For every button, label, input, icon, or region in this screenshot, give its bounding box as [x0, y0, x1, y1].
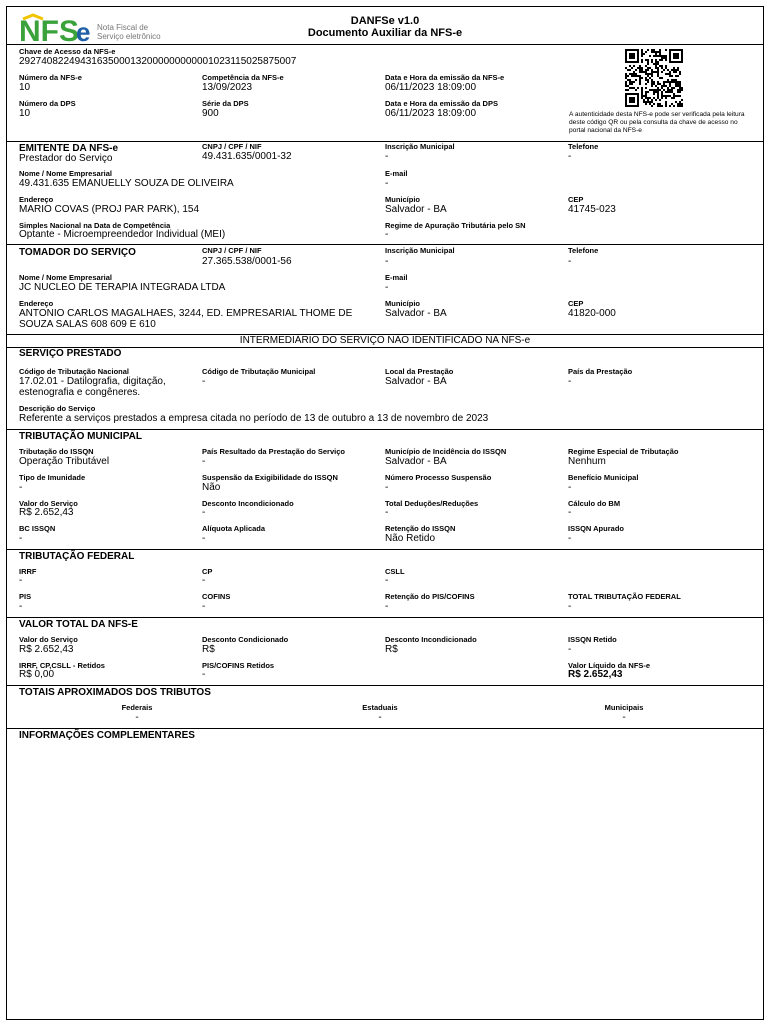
divider: [7, 685, 763, 686]
data-emissao-nfse-label: Data e Hora da emissão da NFS-e: [385, 73, 505, 82]
tomador-heading: TOMADOR DO SERVIÇO: [19, 247, 136, 258]
serie-dps-label: Série da DPS: [202, 99, 249, 108]
tomador-cnpj-label: CNPJ / CPF / NIF: [202, 246, 262, 255]
regime-esp-label: Regime Especial de Tributação: [568, 447, 679, 456]
aliq-value: -: [202, 533, 206, 544]
trib-fed-heading: TRIBUTAÇÃO FEDERAL: [19, 551, 135, 562]
ret-pis-value: -: [385, 601, 389, 612]
emitente-mun-label: Município: [385, 195, 420, 204]
tomador-cnpj-value: 27.365.538/0001-56: [202, 256, 292, 267]
pais-res-value: -: [202, 456, 206, 467]
tomador-cep-value: 41820-000: [568, 308, 616, 319]
tomador-im-label: Inscrição Municipal: [385, 246, 455, 255]
tipo-imun-value: -: [19, 482, 23, 493]
trib-issqn-label: Tributação do ISSQN: [19, 447, 94, 456]
emitente-nome-label: Nome / Nome Empresarial: [19, 169, 112, 178]
bc-label: BC ISSQN: [19, 524, 56, 533]
chave-label: Chave de Acesso da NFS-e: [19, 47, 116, 56]
emitente-sub: Prestador do Serviço: [19, 153, 113, 164]
tomador-end-label: Endereço: [19, 299, 54, 308]
totais-heading: TOTAIS APROXIMADOS DOS TRIBUTOS: [19, 687, 211, 698]
aliq-label: Alíquota Aplicada: [202, 524, 266, 533]
cofins-value: -: [202, 601, 206, 612]
logo-e: e: [76, 17, 91, 47]
num-proc-value: -: [385, 482, 389, 493]
emitente-email-label: E-mail: [385, 169, 408, 178]
vt-desc-cond-value: R$: [202, 644, 215, 655]
totais-federais-label: Federais: [121, 703, 153, 712]
emitente-nome-value: 49.431.635 EMANUELLY SOUZA DE OLIVEIRA: [19, 178, 234, 189]
total-fed-value: -: [568, 601, 572, 612]
danfse-document: [6, 6, 764, 1020]
vt-pis-value: -: [202, 669, 206, 680]
total-fed-label: TOTAL TRIBUTAÇÃO FEDERAL: [568, 592, 681, 601]
pais-res-label: País Resultado da Prestação do Serviço: [202, 447, 345, 456]
tomador-email-value: -: [385, 282, 389, 293]
emitente-mun-value: Salvador - BA: [385, 204, 447, 215]
divider: [7, 728, 763, 729]
emitente-regime-label: Regime de Apuração Tributária pelo SN: [385, 221, 526, 230]
tomador-cep-label: CEP: [568, 299, 584, 308]
qr-code: [625, 49, 683, 112]
servico-desc-label: Descrição do Serviço: [19, 404, 96, 413]
emitente-cep-label: CEP: [568, 195, 584, 204]
trib-issqn-value: Operação Tributável: [19, 456, 110, 467]
totais-estaduais-label: Estaduais: [362, 703, 398, 712]
divider: [7, 244, 763, 245]
vt-desc-incond-label: Desconto Incondicionado: [385, 635, 477, 644]
vt-valor-serv-value: R$ 2.652,43: [19, 644, 74, 655]
divider: [7, 549, 763, 550]
total-ded-value: -: [385, 507, 389, 518]
servico-local-label: Local da Prestação: [385, 367, 454, 376]
susp-value: Não: [202, 482, 221, 493]
tomador-nome-value: JC NUCLEO DE TERAPIA INTEGRADA LTDA: [19, 282, 226, 293]
servico-pais-value: -: [568, 376, 572, 387]
divider: [7, 429, 763, 430]
vt-desc-incond-value: R$: [385, 644, 398, 655]
calc-bm-label: Cálculo do BM: [568, 499, 621, 508]
emitente-cnpj-label: CNPJ / CPF / NIF: [202, 142, 262, 151]
csll-value: -: [385, 575, 389, 586]
emitente-regime-value: -: [385, 229, 389, 240]
calc-bm-value: -: [568, 507, 572, 518]
emitente-end-value: MARIO COVAS (PROJ PAR PARK), 154: [19, 204, 200, 215]
doc-subtitle: Documento Auxiliar da NFS-e: [307, 27, 463, 39]
pis-value: -: [19, 601, 23, 612]
emitente-tel-value: -: [568, 151, 572, 162]
regime-esp-value: Nenhum: [568, 456, 606, 467]
qr-note: A autenticidade desta NFS-e pode ser verificada pela leitura deste código QR ou pela consulta da chave de acesso no portal nacional da NFS-e: [569, 111, 745, 134]
valor-total-heading: VALOR TOTAL DA NFS-E: [19, 619, 138, 630]
vt-irrf-label: IRRF, CP,CSLL - Retidos: [19, 661, 105, 670]
servico-desc-value: Referente a serviços prestados a empresa citada no período de 13 de outubro a 13 de novembro de 2023: [19, 413, 489, 424]
vt-irrf-value: R$ 0,00: [19, 669, 55, 680]
tomador-nome-label: Nome / Nome Empresarial: [19, 273, 112, 282]
numero-nfse-value: 10: [19, 82, 31, 93]
tomador-tel-value: -: [568, 256, 572, 267]
numero-dps-value: 10: [19, 108, 31, 119]
emitente-cep-value: 41745-023: [568, 204, 616, 215]
data-emissao-dps-label: Data e Hora da emissão da DPS: [385, 99, 498, 108]
irrf-label: IRRF: [19, 567, 37, 576]
desc-incond-value: -: [202, 507, 206, 518]
vt-issqn-ret-value: -: [568, 644, 572, 655]
servico-heading: SERVIÇO PRESTADO: [19, 348, 122, 359]
valor-serv-label: Valor do Serviço: [19, 499, 78, 508]
desc-incond-label: Desconto Incondicionado: [202, 499, 294, 508]
totais-federais-value: -: [135, 712, 139, 723]
info-heading: INFORMAÇÕES COMPLEMENTARES: [19, 730, 195, 741]
divider: [7, 617, 763, 618]
intermediario-note: INTERMEDIÁRIO DO SERVIÇO NÃO IDENTIFICADO NA NFS-e: [239, 335, 531, 346]
servico-cod-mun-value: -: [202, 376, 206, 387]
tomador-tel-label: Telefone: [568, 246, 599, 255]
vt-pis-label: PIS/COFINS Retidos: [202, 661, 275, 670]
qr-code-image: [625, 49, 683, 107]
competencia-label: Competência da NFS-e: [202, 73, 284, 82]
emitente-cnpj-value: 49.431.635/0001-32: [202, 151, 292, 162]
cofins-label: COFINS: [202, 592, 231, 601]
data-emissao-dps-value: 06/11/2023 18:09:00: [385, 108, 477, 119]
numero-nfse-label: Número da NFS-e: [19, 73, 82, 82]
numero-dps-label: Número da DPS: [19, 99, 76, 108]
logo-line1: Nota Fiscal de: [97, 23, 149, 32]
servico-cod-nac-value: 17.02.01 - Datilografia, digitação, estenografia e congêneres.: [19, 376, 166, 398]
apurado-value: -: [568, 533, 572, 544]
valor-serv-value: R$ 2.652,43: [19, 507, 74, 518]
totais-municipais-value: -: [622, 712, 626, 723]
data-emissao-nfse-value: 06/11/2023 18:09:00: [385, 82, 477, 93]
serie-dps-value: 900: [202, 108, 219, 119]
competencia-value: 13/09/2023: [202, 82, 253, 93]
tomador-mun-label: Município: [385, 299, 420, 308]
emitente-simples-value: Optante - Microempreendedor Individual (MEI): [19, 229, 226, 240]
divider: [7, 44, 763, 45]
vt-valor-serv-label: Valor do Serviço: [19, 635, 78, 644]
vt-desc-cond-label: Desconto Condicionado: [202, 635, 289, 644]
tomador-mun-value: Salvador - BA: [385, 308, 447, 319]
csll-label: CSLL: [385, 567, 405, 576]
servico-local-value: Salvador - BA: [385, 376, 447, 387]
vt-liquido-label: Valor Líquido da NFS-e: [568, 661, 651, 670]
tomador-im-value: -: [385, 256, 389, 267]
doc-title: DANFSe v1.0: [350, 15, 420, 27]
emitente-email-value: -: [385, 178, 389, 189]
num-proc-label: Número Processo Suspensão: [385, 473, 492, 482]
cp-label: CP: [202, 567, 213, 576]
benef-value: -: [568, 482, 572, 493]
vt-issqn-ret-label: ISSQN Retido: [568, 635, 617, 644]
bc-value: -: [19, 533, 23, 544]
emitente-heading: EMITENTE DA NFS-e: [19, 143, 119, 154]
ret-issqn-value: Não Retido: [385, 533, 436, 544]
irrf-value: -: [19, 575, 23, 586]
emitente-end-label: Endereço: [19, 195, 54, 204]
tomador-email-label: E-mail: [385, 273, 408, 282]
susp-label: Suspensão da Exigibilidade do ISSQN: [202, 473, 338, 482]
trib-mun-heading: TRIBUTAÇÃO MUNICIPAL: [19, 431, 142, 442]
servico-cod-mun-label: Código de Tributação Municipal: [202, 367, 316, 376]
ret-issqn-label: Retenção do ISSQN: [385, 524, 456, 533]
emitente-tel-label: Telefone: [568, 142, 599, 151]
servico-cod-nac-label: Código de Tributação Nacional: [19, 367, 130, 376]
total-ded-label: Total Deduções/Reduções: [385, 499, 479, 508]
benef-label: Benefício Municipal: [568, 473, 639, 482]
cp-value: -: [202, 575, 206, 586]
tomador-end-value: ANTONIO CARLOS MAGALHAES, 3244, ED. EMPRESARIAL THOME DE SOUZA SALAS 608 609 E 610: [19, 308, 353, 330]
emitente-im-label: Inscrição Municipal: [385, 142, 455, 151]
vt-liquido-value: R$ 2.652,43: [568, 669, 623, 680]
tipo-imun-label: Tipo de Imunidade: [19, 473, 86, 482]
logo-letters: NFS: [19, 15, 79, 47]
chave-value: 29274082249431635000132000000000001023115025875007: [19, 56, 297, 67]
pis-label: PIS: [19, 592, 32, 601]
totais-municipais-label: Municipais: [604, 703, 644, 712]
servico-pais-label: País da Prestação: [568, 367, 633, 376]
apurado-label: ISSQN Apurado: [568, 524, 624, 533]
emitente-simples-label: Simples Nacional na Data de Competência: [19, 221, 171, 230]
mun-inc-value: Salvador - BA: [385, 456, 447, 467]
totais-estaduais-value: -: [378, 712, 382, 723]
ret-pis-label: Retenção do PIS/COFINS: [385, 592, 475, 601]
logo-line2: Serviço eletrônico: [97, 32, 161, 41]
emitente-im-value: -: [385, 151, 389, 162]
mun-inc-label: Município de Incidência do ISSQN: [385, 447, 507, 456]
